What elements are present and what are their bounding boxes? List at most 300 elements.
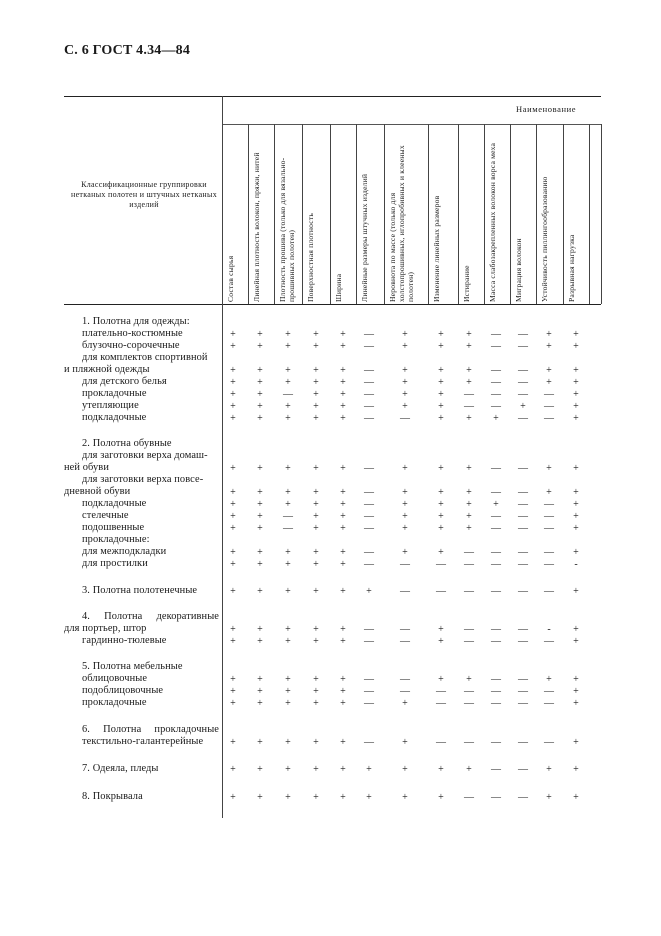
table-cell: —	[364, 365, 374, 376]
table-cell: +	[573, 523, 579, 534]
table-cell: —	[518, 329, 528, 340]
group-header-rule	[222, 124, 601, 125]
table-cell: —	[518, 624, 528, 635]
row-label-header: Классификационные группировки нетканых полотен и штучных нетканых изделий	[70, 180, 217, 209]
table-cell: +	[340, 377, 346, 388]
row-label: для портьер, штор	[64, 623, 147, 634]
table-cell: +	[466, 365, 472, 376]
table-cell: +	[313, 523, 319, 534]
column-header-label: Ширина	[334, 273, 343, 302]
table-cell: +	[230, 737, 236, 748]
table-cell: +	[257, 686, 263, 697]
table-cell: +	[402, 329, 408, 340]
table-cell: +	[573, 792, 579, 803]
column-header	[460, 126, 482, 304]
table-cell: +	[573, 487, 579, 498]
table-cell: —	[491, 487, 501, 498]
table-cell: +	[402, 511, 408, 522]
table-cell: —	[544, 586, 554, 597]
table-cell: —	[436, 737, 446, 748]
table-cell: +	[313, 463, 319, 474]
column-divider	[484, 124, 485, 304]
group-title: Наименование	[516, 104, 577, 114]
table-cell: —	[364, 329, 374, 340]
row-label: блузочно-сорочечные	[82, 340, 180, 351]
table-cell: +	[313, 377, 319, 388]
table-cell: +	[285, 737, 291, 748]
table-cell: +	[546, 329, 552, 340]
table-cell: +	[438, 377, 444, 388]
table-cell: —	[491, 792, 501, 803]
table-cell: +	[313, 487, 319, 498]
column-header	[430, 126, 452, 304]
table-cell: +	[257, 523, 263, 534]
table-cell: —	[491, 329, 501, 340]
table-cell: +	[230, 586, 236, 597]
table-cell: —	[364, 341, 374, 352]
table-cell: +	[230, 463, 236, 474]
table-cell: —	[464, 686, 474, 697]
table-cell: +	[285, 499, 291, 510]
column-header	[512, 126, 534, 304]
row-label: подоблицовочные	[82, 685, 164, 696]
table-cell: —	[364, 674, 374, 685]
column-header-label: Линейная плотность волокон, пряжи, нитей	[252, 152, 261, 302]
column-header	[304, 126, 326, 304]
table-cell: +	[402, 487, 408, 498]
table-cell: —	[364, 737, 374, 748]
row-label: для детского белья	[82, 376, 167, 387]
table-cell: +	[573, 401, 579, 412]
table-cell: —	[518, 559, 528, 570]
table-cell: —	[491, 698, 501, 709]
table-cell: +	[285, 586, 291, 597]
column-header-label: Поверхностная плотность	[306, 212, 315, 302]
table-cell: +	[230, 377, 236, 388]
column-header	[276, 126, 298, 304]
row-label: прокладочные	[82, 388, 147, 399]
table-cell: —	[464, 737, 474, 748]
table-cell: +	[573, 624, 579, 635]
table-cell: +	[257, 329, 263, 340]
table-cell: +	[438, 792, 444, 803]
table-cell: +	[257, 389, 263, 400]
column-header	[332, 126, 354, 304]
table-cell: —	[544, 499, 554, 510]
table-cell: +	[230, 401, 236, 412]
table-cell: +	[493, 499, 499, 510]
table-cell: +	[438, 463, 444, 474]
table-cell: +	[438, 487, 444, 498]
table-cell: +	[230, 674, 236, 685]
table-cell: +	[257, 377, 263, 388]
column-header	[358, 126, 380, 304]
table-cell: +	[257, 737, 263, 748]
table-cell: —	[518, 377, 528, 388]
table-cell: +	[230, 365, 236, 376]
table-cell: +	[573, 586, 579, 597]
table-cell: +	[340, 586, 346, 597]
table-cell: +	[402, 499, 408, 510]
table-cell: +	[230, 341, 236, 352]
table-cell: +	[257, 636, 263, 647]
table-cell: +	[285, 559, 291, 570]
table-cell: +	[313, 413, 319, 424]
table-cell: +	[285, 792, 291, 803]
row-label: 5. Полотна мебельные	[82, 661, 183, 672]
table-cell: +	[340, 764, 346, 775]
table-cell: +	[438, 523, 444, 534]
column-divider	[601, 124, 602, 304]
table-cell: +	[466, 764, 472, 775]
table-cell: +	[340, 413, 346, 424]
table-cell: —	[491, 624, 501, 635]
table-cell: +	[285, 636, 291, 647]
table-cell: +	[257, 413, 263, 424]
table-cell: —	[464, 559, 474, 570]
table-cell: +	[366, 764, 372, 775]
table-cell: +	[340, 737, 346, 748]
table-cell: —	[364, 413, 374, 424]
table-cell: +	[313, 636, 319, 647]
table-cell: +	[573, 329, 579, 340]
table-cell: +	[285, 624, 291, 635]
table-cell: +	[313, 792, 319, 803]
table-cell: +	[438, 413, 444, 424]
table-cell: +	[340, 365, 346, 376]
table-cell: —	[544, 389, 554, 400]
column-divider	[458, 124, 459, 304]
table-cell: +	[438, 365, 444, 376]
table-cell: +	[230, 686, 236, 697]
row-label: подкладочные	[82, 498, 147, 509]
table-cell: —	[436, 559, 446, 570]
table-cell: —	[283, 511, 293, 522]
table-cell: —	[400, 636, 410, 647]
table-cell: +	[546, 487, 552, 498]
row-label: прокладочные	[82, 697, 147, 708]
table-cell: —	[464, 636, 474, 647]
table-cell: +	[257, 341, 263, 352]
table-cell: +	[340, 463, 346, 474]
column-header-label: Плотность прошива (только для вязально-прошивных полотен)	[278, 157, 296, 302]
column-divider	[356, 124, 357, 304]
table-cell: +	[573, 377, 579, 388]
table-cell: —	[518, 792, 528, 803]
table-cell: —	[464, 792, 474, 803]
table-cell: +	[257, 586, 263, 597]
table-cell: +	[573, 737, 579, 748]
table-cell: +	[340, 341, 346, 352]
table-cell: +	[313, 698, 319, 709]
table-cell: +	[546, 377, 552, 388]
table-cell: —	[491, 463, 501, 474]
table-cell: +	[402, 341, 408, 352]
table-cell: +	[573, 547, 579, 558]
column-header-label: Изменение линейных размеров	[432, 195, 441, 302]
table-cell: +	[573, 341, 579, 352]
column-divider	[330, 124, 331, 304]
table-cell: +	[313, 624, 319, 635]
table-cell: +	[257, 547, 263, 558]
table-cell: +	[546, 792, 552, 803]
table-cell: +	[230, 792, 236, 803]
table-cell: +	[313, 586, 319, 597]
table-cell: +	[340, 511, 346, 522]
table-cell: —	[518, 487, 528, 498]
row-label: прокладочные:	[82, 534, 150, 545]
table-cell: —	[544, 737, 554, 748]
table-cell: —	[400, 686, 410, 697]
table-cell: +	[230, 624, 236, 635]
table-cell: +	[257, 511, 263, 522]
row-label: 1. Полотна для одежды:	[82, 316, 190, 327]
table-cell: +	[493, 413, 499, 424]
table-cell: —	[518, 463, 528, 474]
table-cell: +	[230, 329, 236, 340]
table-cell: —	[544, 559, 554, 570]
table-cell: +	[573, 764, 579, 775]
table-cell: +	[438, 674, 444, 685]
table-cell: +	[313, 737, 319, 748]
table-cell: —	[491, 523, 501, 534]
column-header	[538, 126, 560, 304]
table-cell: +	[230, 523, 236, 534]
row-label: дневной обуви	[64, 486, 131, 497]
table-cell: +	[402, 377, 408, 388]
table-cell: —	[364, 547, 374, 558]
table-cell: +	[573, 511, 579, 522]
table-cell: +	[340, 559, 346, 570]
table-cell: —	[464, 547, 474, 558]
table-cell: +	[466, 523, 472, 534]
table-cell: +	[573, 636, 579, 647]
table-cell: +	[230, 487, 236, 498]
table-cell: +	[340, 792, 346, 803]
table-cell: —	[491, 686, 501, 697]
table-cell: +	[438, 511, 444, 522]
column-divider	[302, 124, 303, 304]
table-cell: —	[544, 686, 554, 697]
table-cell: +	[313, 401, 319, 412]
row-label: 8. Покрывала	[82, 791, 143, 802]
table-cell: +	[520, 401, 526, 412]
table-cell: +	[340, 499, 346, 510]
column-divider	[274, 124, 275, 304]
row-label: 7. Одеяла, пледы	[82, 763, 159, 774]
table-cell: +	[285, 764, 291, 775]
table-cell: -	[547, 624, 551, 635]
table-cell: +	[573, 674, 579, 685]
table-cell: +	[438, 547, 444, 558]
table-cell: +	[438, 764, 444, 775]
table-cell: +	[230, 389, 236, 400]
table-cell: —	[400, 674, 410, 685]
row-label: для заготовки верха повсе-	[82, 474, 204, 485]
row-label: для межподкладки	[82, 546, 167, 557]
table-cell: —	[436, 698, 446, 709]
table-cell: —	[518, 636, 528, 647]
table-cell: —	[491, 636, 501, 647]
table-cell: —	[518, 686, 528, 697]
row-label: для заготовки верха домаш-	[82, 450, 208, 461]
table-cell: —	[491, 341, 501, 352]
column-divider	[536, 124, 537, 304]
table-cell: +	[340, 487, 346, 498]
table-cell: +	[230, 636, 236, 647]
table-cell: —	[518, 499, 528, 510]
table-cell: —	[491, 511, 501, 522]
table-cell: —	[544, 413, 554, 424]
table-cell: +	[438, 389, 444, 400]
row-label: утепляющие	[82, 400, 139, 411]
table-cell: —	[364, 377, 374, 388]
table-cell: —	[364, 499, 374, 510]
table-cell: +	[466, 674, 472, 685]
table-cell: —	[364, 624, 374, 635]
table-cell: +	[546, 365, 552, 376]
table-cell: +	[402, 547, 408, 558]
table-cell: +	[285, 487, 291, 498]
table-cell: +	[285, 377, 291, 388]
table-cell: +	[313, 764, 319, 775]
row-label: плательно-костюмные	[82, 328, 183, 339]
table-cell: +	[257, 764, 263, 775]
row-label: для комплектов спортивной	[82, 352, 208, 363]
table-cell: +	[340, 523, 346, 534]
table-cell: —	[518, 674, 528, 685]
table-cell: +	[230, 511, 236, 522]
table-cell: +	[340, 389, 346, 400]
row-label: 4. Полотна декоративные	[82, 611, 219, 622]
row-label: и пляжной одежды	[64, 364, 150, 375]
table-cell: —	[544, 636, 554, 647]
table-cell: —	[436, 686, 446, 697]
table-cell: —	[518, 764, 528, 775]
table-cell: —	[518, 586, 528, 597]
table-cell: +	[340, 329, 346, 340]
table-cell: —	[518, 547, 528, 558]
table-cell: —	[464, 389, 474, 400]
table-cell: —	[283, 389, 293, 400]
table-cell: +	[402, 698, 408, 709]
table-cell: +	[573, 463, 579, 474]
row-label: для простилки	[82, 558, 148, 569]
table-cell: +	[257, 463, 263, 474]
table-cell: —	[400, 413, 410, 424]
table-cell: +	[230, 559, 236, 570]
table-cell: —	[364, 698, 374, 709]
table-cell: +	[438, 624, 444, 635]
column-header	[224, 126, 246, 304]
table-cell: +	[285, 547, 291, 558]
table-cell: —	[436, 586, 446, 597]
table-cell: +	[466, 329, 472, 340]
table-cell: +	[466, 511, 472, 522]
table-cell: -	[574, 559, 578, 570]
table-cell: —	[364, 389, 374, 400]
table-cell: —	[400, 559, 410, 570]
table-cell: —	[283, 523, 293, 534]
table-cell: +	[573, 686, 579, 697]
table-cell: +	[438, 499, 444, 510]
table-cell: —	[491, 674, 501, 685]
table-cell: +	[285, 674, 291, 685]
table-cell: +	[340, 698, 346, 709]
table-cell: —	[364, 523, 374, 534]
table-cell: +	[230, 764, 236, 775]
table-cell: +	[402, 523, 408, 534]
table-cell: —	[544, 698, 554, 709]
table-cell: +	[402, 764, 408, 775]
table-cell: —	[518, 341, 528, 352]
table-cell: —	[364, 559, 374, 570]
column-divider	[428, 124, 429, 304]
table-cell: +	[313, 365, 319, 376]
table-cell: +	[573, 499, 579, 510]
table-cell: —	[364, 463, 374, 474]
table-cell: +	[313, 329, 319, 340]
table-cell: +	[466, 341, 472, 352]
row-label: текстильно-галантерейные	[82, 736, 204, 747]
table-cell: —	[544, 401, 554, 412]
row-label: 3. Полотна полотенечные	[82, 585, 198, 596]
table-cell: +	[402, 401, 408, 412]
table-cell: +	[340, 624, 346, 635]
table-cell: +	[313, 511, 319, 522]
table-cell: —	[518, 511, 528, 522]
column-header	[486, 126, 508, 304]
column-divider	[563, 124, 564, 304]
table-cell: —	[518, 413, 528, 424]
column-header-label: Устойчивость пиллингообразованию	[540, 176, 549, 302]
table-cell: +	[340, 686, 346, 697]
row-label: ней обуви	[64, 462, 109, 473]
table-cell: —	[491, 365, 501, 376]
table-cell: +	[230, 547, 236, 558]
table-cell: +	[546, 764, 552, 775]
table-cell: +	[366, 792, 372, 803]
column-divider	[248, 124, 249, 304]
row-label: 2. Полотна обувные	[82, 438, 172, 449]
table-cell: +	[438, 401, 444, 412]
column-header-label: Масса слабозакрепленных волокон ворса меха	[488, 142, 497, 302]
column-divider	[384, 124, 385, 304]
table-cell: +	[313, 559, 319, 570]
table-cell: +	[257, 559, 263, 570]
column-header-label: Истирание	[462, 265, 471, 302]
table-cell: +	[257, 624, 263, 635]
table-cell: +	[257, 674, 263, 685]
table-cell: —	[491, 559, 501, 570]
row-label: облицовочные	[82, 673, 148, 684]
table-cell: +	[257, 401, 263, 412]
table-cell: +	[313, 341, 319, 352]
table-cell: —	[491, 764, 501, 775]
column-header	[250, 126, 272, 304]
table-cell: +	[285, 341, 291, 352]
table-cell: —	[544, 523, 554, 534]
table-cell: —	[464, 698, 474, 709]
row-label: 6. Полотна прокладочные	[82, 724, 219, 735]
column-header	[565, 126, 587, 304]
table-cell: —	[518, 365, 528, 376]
table-cell: —	[400, 624, 410, 635]
table-cell: —	[364, 686, 374, 697]
column-divider	[589, 124, 590, 304]
table-cell: +	[573, 698, 579, 709]
table-cell: +	[466, 377, 472, 388]
